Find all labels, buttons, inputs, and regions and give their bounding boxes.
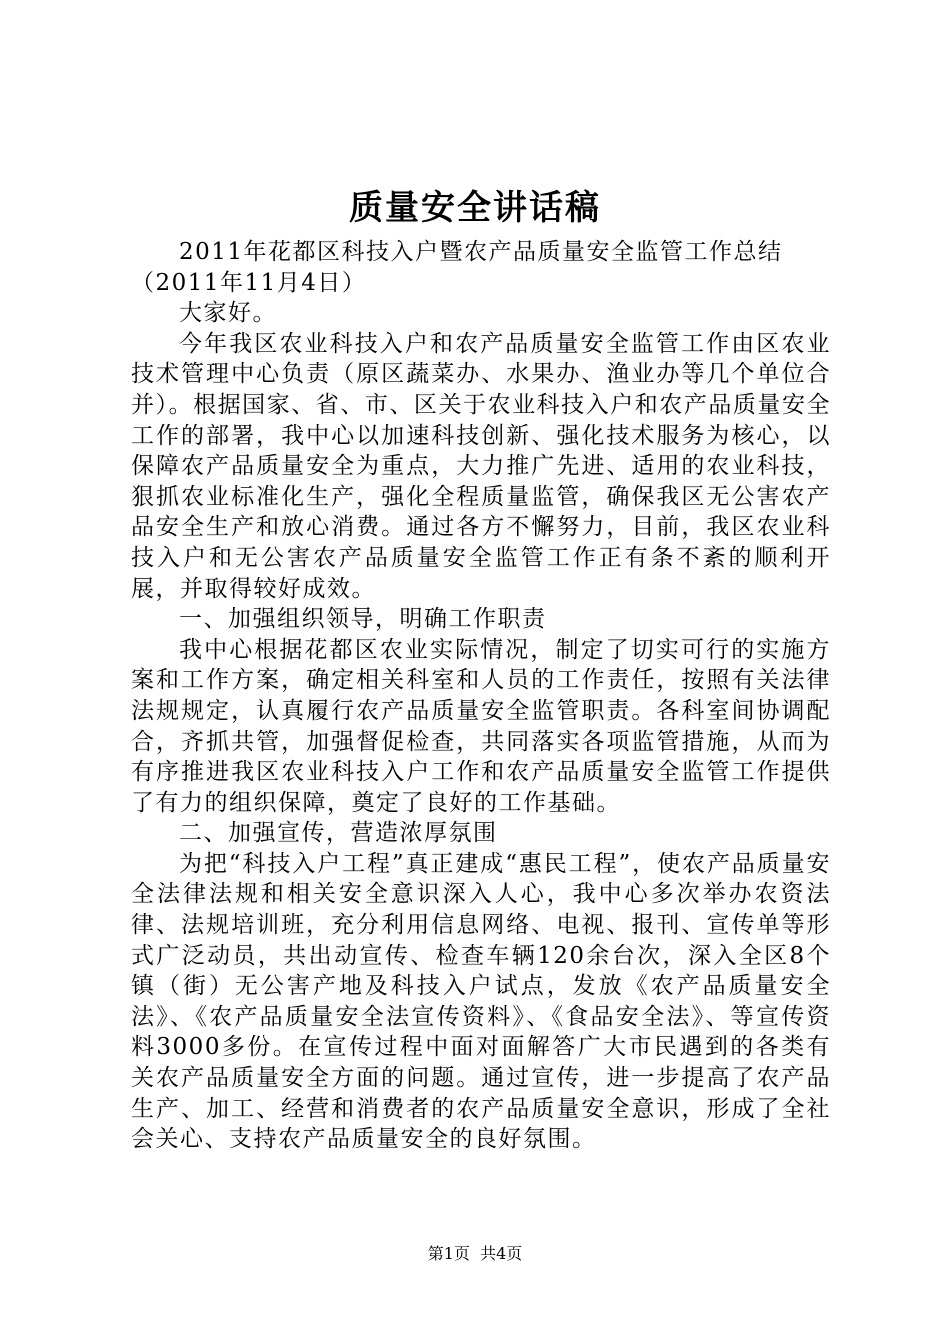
date-line: （2011年11月4日）: [131, 269, 367, 296]
section-2-paragraph: 为把“科技入户工程”真正建成“惠民工程”，使农产品质量安全法律法规和相关安全意识深入人心，我中心多次举办农资法律、法规培训班，充分利用信息网络、电视、报刊、宣传单等形式广泛动员，共出动宣传、检查车辆120余台次，深入全区8个镇（街）无公害产地及科技入户试点，发放《农产品质量安全法》、《农产品质量安全法宣传资料》、《食品安全法》、等宣传资料3000多份。在宣传过程中面对面解答广大市民遇到的各类有关农产品质量安全方面的问题。通过宣传，进一步提高了农产品生产、加工、经营和消费者的农产品质量安全意识，形成了全社会关心、支持农产品质量安全的良好氛围。: [131, 850, 831, 1153]
section-heading-2: 二、加强宣传，营造浓厚氛围: [179, 820, 498, 847]
section-1-paragraph: 我中心根据花都区农业实际情况，制定了切实可行的实施方案和工作方案，确定相关科室和人员的工作责任，按照有关法律法规规定，认真履行农产品质量安全监管职责。各科室间协调配合，齐抓共管，加强督促检查，共同落实各项监管措施，从而为有序推进我区农业科技入户工作和农产品质量安全监管工作提供了有力的组织保障，奠定了良好的工作基础。: [131, 636, 831, 816]
section-heading-1: 一、加强组织领导，明确工作职责: [179, 606, 547, 633]
greeting: 大家好。: [179, 300, 277, 327]
document-title: 质量安全讲话稿: [349, 188, 601, 228]
page-number: 第1页: [427, 1244, 470, 1263]
page-total: 共4页: [480, 1244, 523, 1263]
subtitle: 2011年花都区科技入户暨农产品质量安全监管工作总结: [179, 239, 783, 265]
page-footer: [0, 1242, 950, 1266]
intro-paragraph: 今年我区农业科技入户和农产品质量安全监管工作由区农业技术管理中心负责（原区蔬菜办、水果办、渔业办等几个单位合并）。根据国家、省、市、区关于农业科技入户和农产品质量安全工作的部署，我中心以加速科技创新、强化技术服务为核心，以保障农产品质量安全为重点，大力推广先进、适用的农业科技，狠抓农业标准化生产，强化全程质量监管，确保我区无公害农产品安全生产和放心消费。通过各方不懈努力，目前，我区农业科技入户和无公害农产品质量安全监管工作正有条不紊的顺利开展，并取得较好成效。: [131, 330, 831, 602]
document-body: [131, 237, 831, 1155]
